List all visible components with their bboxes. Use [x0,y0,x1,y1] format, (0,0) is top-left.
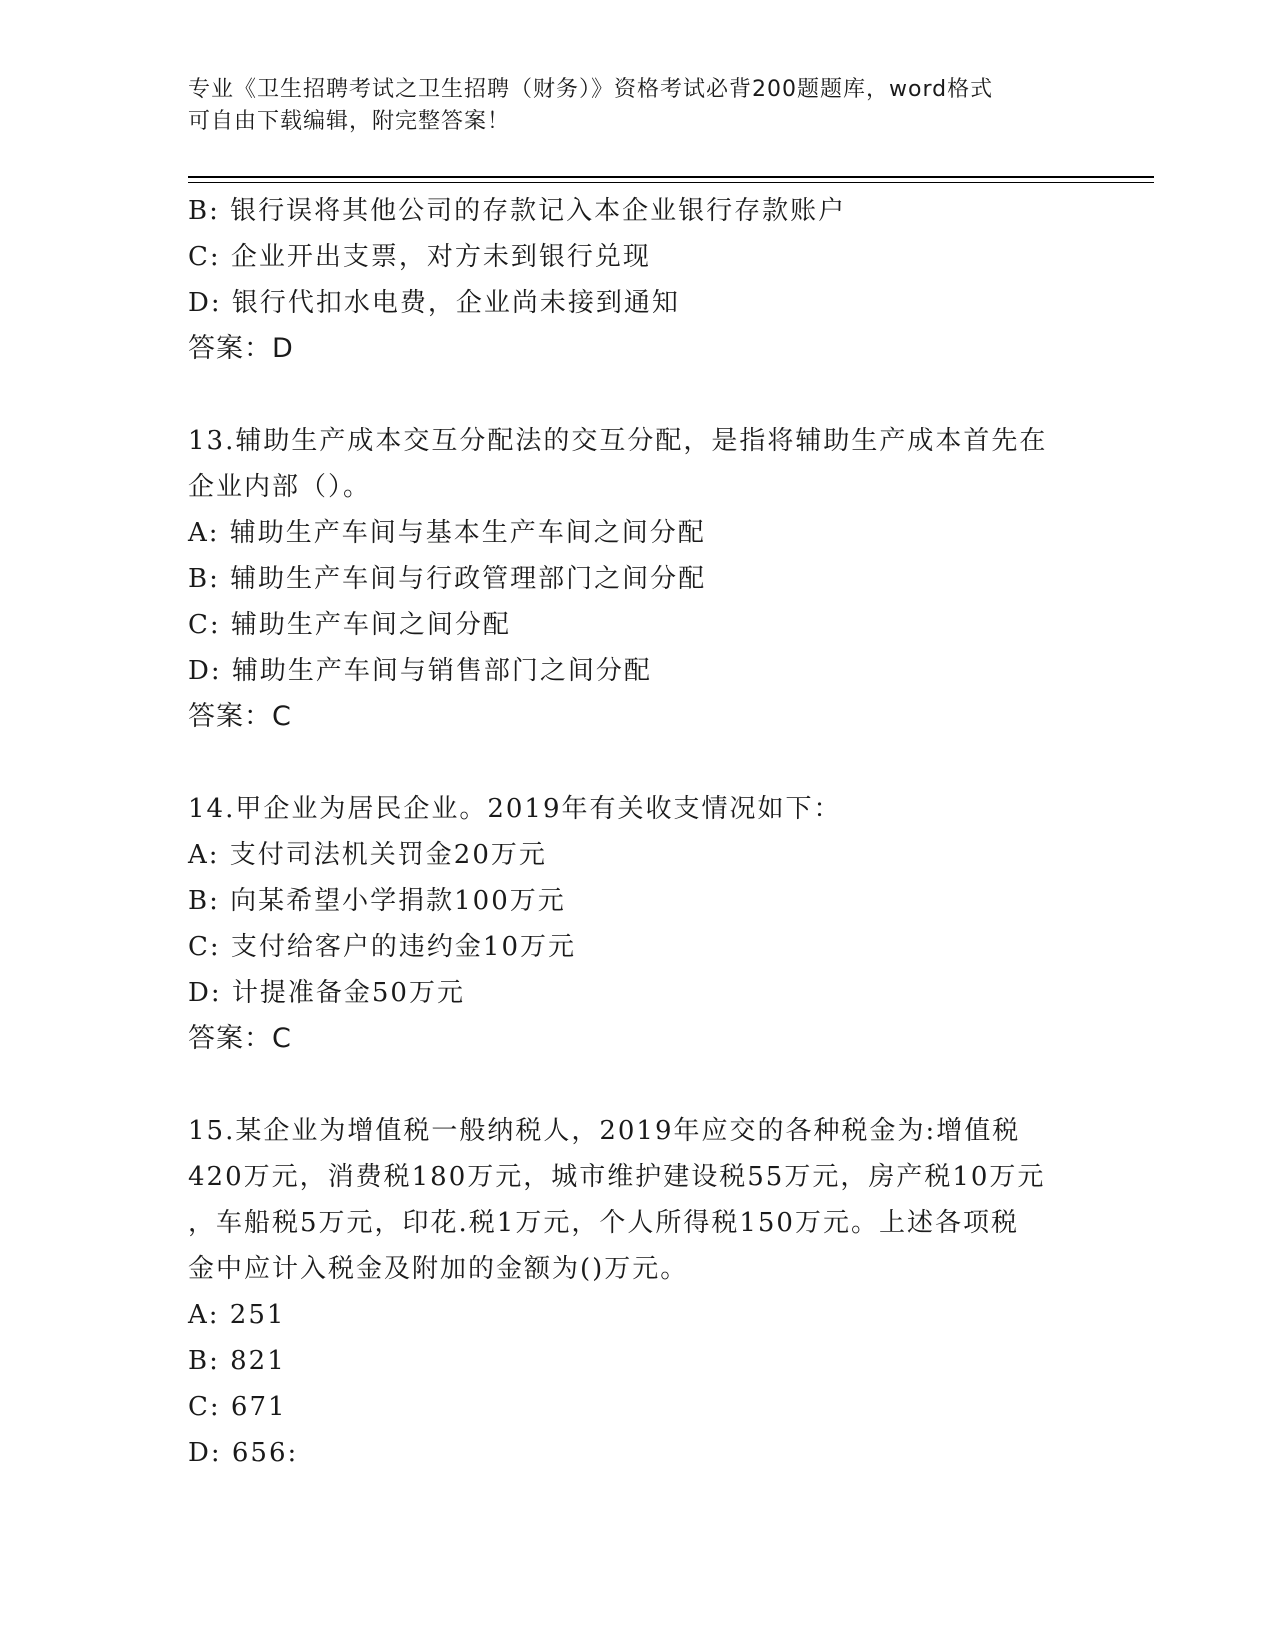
q13-stem-line-2: 企业内部（）。 [188,472,372,502]
q15-stem-line-3: ，车船税5万元，印花.税1万元，个人所得税150万元。上述各项税 [188,1208,1019,1238]
q15-stem-line-4: 金中应计入税金及附加的金额为()万元。 [188,1254,689,1284]
q13-option-c: C: 辅助生产车间之间分配 [188,610,511,640]
document-body [188,188,1088,1476]
q13-option-b: B: 辅助生产车间与行政管理部门之间分配 [188,564,707,594]
header-title-line-2: 可自由下载编辑，附完整答案！ [188,109,511,134]
q13-option-d: D: 辅助生产车间与销售部门之间分配 [188,656,652,686]
q13-option-a: A: 辅助生产车间与基本生产车间之间分配 [188,518,706,548]
question-15 [188,1108,1088,1476]
q15-option-b: B: 821 [188,1346,286,1376]
q12-option-c: C: 企业开出支票，对方未到银行兑现 [188,242,651,272]
q14-option-a: A: 支付司法机关罚金20万元 [188,840,547,870]
header-title-line-1: 专业《卫生招聘考试之卫生招聘（财务）》资格考试必背200题题库，word格式 [188,77,994,102]
question-14 [188,786,1088,1062]
q13-stem-line-1: 13.辅助生产成本交互分配法的交互分配，是指将辅助生产成本首先在 [188,426,1048,456]
q15-option-a: A: 251 [188,1300,286,1330]
q13-answer: 答案：C [188,701,292,732]
q15-stem-line-1: 15.某企业为增值税一般纳税人，2019年应交的各种税金为:增值税 [188,1116,1021,1146]
q14-answer: 答案：C [188,1023,292,1054]
document-header [188,74,1088,138]
q15-option-d: D: 656: [188,1438,299,1468]
header-rule-thin [188,182,1154,183]
spacer [188,740,1088,786]
q14-option-b: B: 向某希望小学捐款100万元 [188,886,566,916]
q14-option-c: C: 支付给客户的违约金10万元 [188,932,577,962]
q12-option-d: D: 银行代扣水电费，企业尚未接到通知 [188,288,680,318]
question-13 [188,418,1088,740]
q14-option-d: D: 计提准备金50万元 [188,978,465,1008]
q15-option-c: C: 671 [188,1392,287,1422]
spacer [188,1062,1088,1108]
question-12 [188,188,1088,372]
spacer [188,372,1088,418]
header-rule-thick [188,176,1154,178]
q15-stem-line-2: 420万元，消费税180万元，城市维护建设税55万元，房产税10万元 [188,1162,1046,1192]
q12-option-b: B: 银行误将其他公司的存款记入本企业银行存款账户 [188,196,847,226]
q12-answer: 答案：D [188,333,294,364]
q14-stem-line-1: 14.甲企业为居民企业。2019年有关收支情况如下： [188,794,842,824]
